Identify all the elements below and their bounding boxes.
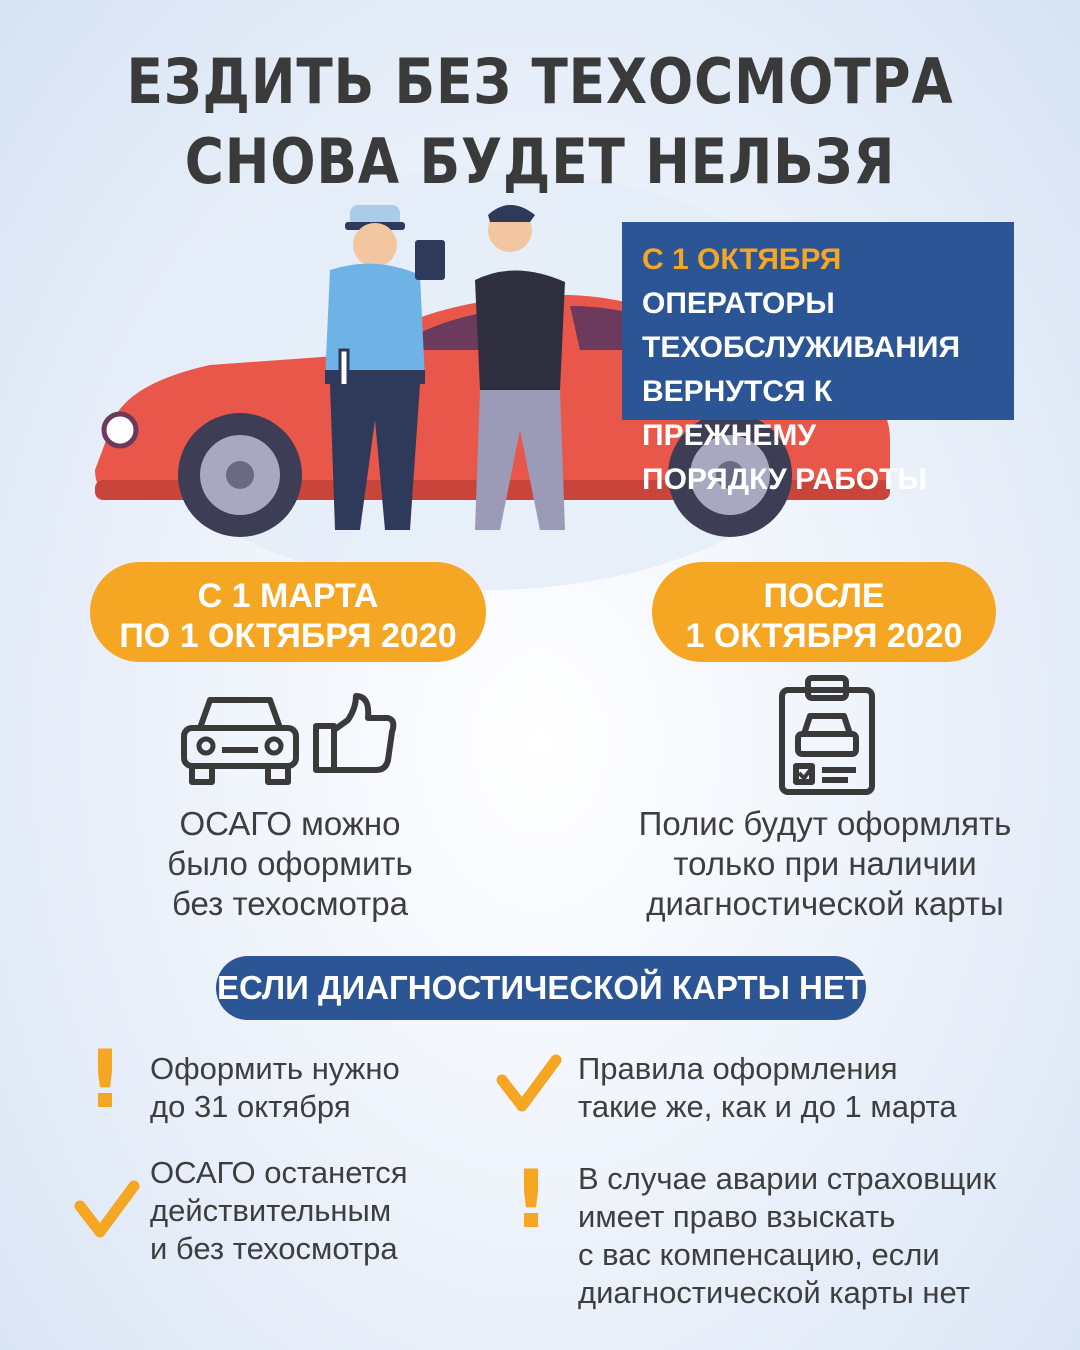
title-line-1: ЕЗДИТЬ БЕЗ ТЕХОСМОТРА xyxy=(126,45,954,118)
period-pill-before xyxy=(90,562,486,662)
info-line-2: ТЕХОБСЛУЖИВАНИЯ xyxy=(642,331,961,364)
check-icon xyxy=(74,1180,140,1242)
period-after-line-2: 1 ОКТЯБРЯ 2020 xyxy=(685,617,963,655)
desc-after-line-2: только при наличии xyxy=(673,845,977,882)
note-validity xyxy=(150,1154,480,1268)
note-compensation xyxy=(578,1160,1058,1312)
desc-after xyxy=(610,804,1040,924)
info-highlight: С 1 ОКТЯБРЯ xyxy=(642,243,842,276)
no-diagnostic-card-banner: ЕСЛИ ДИАГНОСТИЧЕСКОЙ КАРТЫ НЕТ xyxy=(216,956,866,1020)
period-before-line-2: ПО 1 ОКТЯБРЯ 2020 xyxy=(119,617,457,655)
period-after-line-1: ПОСЛЕ xyxy=(763,577,885,615)
note-compensation-line-1: В случае аварии страховщик xyxy=(578,1161,997,1196)
info-line-4: ПОРЯДКУ РАБОТЫ xyxy=(642,463,927,496)
period-pill-after xyxy=(652,562,996,662)
desc-before-line-1: ОСАГО можно xyxy=(179,805,401,842)
note-rules-line-2: такие же, как и до 1 марта xyxy=(578,1089,957,1124)
info-box xyxy=(622,222,1014,496)
info-line-1: ОПЕРАТОРЫ xyxy=(642,287,835,320)
desc-before xyxy=(130,804,450,924)
exclamation-icon: ! xyxy=(512,1153,550,1246)
note-validity-line-1: ОСАГО останется xyxy=(150,1155,408,1190)
title-line-2: СНОВА БУДЕТ НЕЛЬЗЯ xyxy=(184,125,896,198)
note-deadline-line-2: до 31 октября xyxy=(150,1089,351,1124)
desc-after-line-1: Полис будут оформлять xyxy=(638,805,1012,842)
note-deadline xyxy=(150,1050,480,1126)
car-icon xyxy=(178,688,302,788)
note-validity-line-2: действительным xyxy=(150,1193,392,1228)
exclamation-icon: ! xyxy=(86,1033,124,1126)
info-line-3: ВЕРНУТСЯ К ПРЕЖНЕМУ xyxy=(642,375,833,452)
desc-before-line-3: без техосмотра xyxy=(172,885,408,922)
note-compensation-line-3: с вас компенсацию, если xyxy=(578,1237,940,1272)
page-title xyxy=(76,42,1005,202)
note-compensation-line-2: имеет право взыскать xyxy=(578,1199,896,1234)
note-deadline-line-1: Оформить нужно xyxy=(150,1051,400,1086)
period-before-line-1: С 1 МАРТА xyxy=(197,577,379,615)
check-icon xyxy=(496,1054,562,1116)
thumbs-up-icon xyxy=(312,690,398,776)
note-rules-line-1: Правила оформления xyxy=(578,1051,898,1086)
note-rules xyxy=(578,1050,1048,1126)
desc-after-line-3: диагностической карты xyxy=(646,885,1004,922)
note-validity-line-3: и без техосмотра xyxy=(150,1231,398,1266)
note-compensation-line-4: диагностической карты нет xyxy=(578,1275,970,1310)
clipboard-car-icon xyxy=(778,672,876,796)
desc-before-line-2: было оформить xyxy=(167,845,413,882)
